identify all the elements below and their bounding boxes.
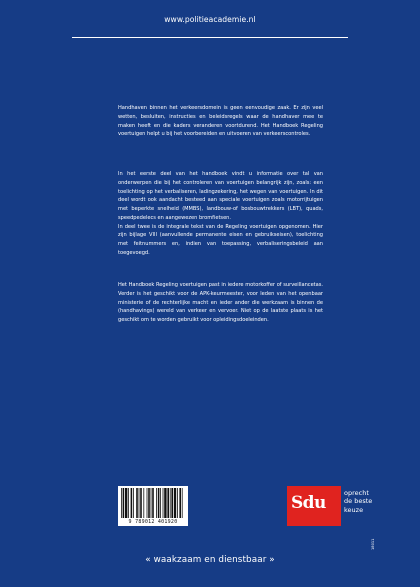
barcode-bars <box>121 488 185 518</box>
website-url: www.politieacademie.nl <box>164 15 256 24</box>
sdu-logo-text: Sdu <box>291 493 326 513</box>
header-divider <box>72 37 348 38</box>
sdu-tagline-line-1: oprecht <box>344 489 369 497</box>
product-code: 18011 <box>371 538 375 550</box>
isbn-barcode <box>118 486 188 526</box>
barcode-bar <box>164 488 166 518</box>
barcode-bar <box>156 488 157 518</box>
barcode-bar <box>133 488 134 518</box>
barcode-bar <box>147 488 148 518</box>
barcode-bar <box>167 488 169 518</box>
barcode-bar <box>152 488 154 518</box>
sdu-tagline-line-2: de beste <box>344 497 373 506</box>
barcode-bar <box>140 488 142 518</box>
barcode-bar <box>163 488 164 518</box>
barcode-bar <box>171 488 173 518</box>
barcode-bar <box>131 488 133 518</box>
barcode-bar <box>128 488 129 518</box>
blurb-paragraph-1: Handhaven binnen het verkeersdomein is geen eenvoudige zaak. Er zijn veel wetten, besluiten, instructies en beleidsregels waar de handhaver mee te maken heeft en die kaders veranderen voortdurend. Het Handboek Regeling voertuigen helpt u bij het voorbereiden en uitvoeren van verkeerscontroles. <box>118 105 323 138</box>
barcode-bar <box>179 488 181 518</box>
barcode-bar <box>121 488 122 518</box>
barcode-bar <box>139 488 140 518</box>
blurb-paragraph-4: Het Handboek Regeling voertuigen past in iedere motorkoffer of surveillancetas. Verder is het geschikt voor de APK-keurmeester, voor leden van het openbaar ministerie of de rechterlijke macht en ieder ander die werkzaam is binnen de (handhavings) wereld van verkeer en vervoer. Niet op de laatste plaats is het geschikt om te worden gebruikt voor opleidingsdoeleinden. <box>118 282 323 323</box>
barcode-bar <box>136 488 138 518</box>
barcode-bar <box>177 488 178 518</box>
barcode-bar <box>123 488 125 518</box>
barcode-bar <box>158 488 160 518</box>
barcode-bar <box>125 488 127 518</box>
sdu-logo <box>287 486 341 526</box>
barcode-bar <box>160 488 161 518</box>
motto: « waakzaam en dienstbaar » <box>145 555 275 565</box>
barcode-bar <box>174 488 176 518</box>
isbn-number: 9 789012 401920 <box>128 519 178 525</box>
barcode-bar <box>151 488 152 518</box>
barcode-bar <box>143 488 144 518</box>
sdu-tagline-line-3: keuze <box>344 505 364 514</box>
blurb-block-1 <box>118 104 323 139</box>
blurb-block-2 <box>118 170 323 258</box>
sdu-tagline <box>344 489 372 514</box>
blurb-paragraph-2: In het eerste deel van het handboek vindt u informatie over tal van onderwerpen die bij het controleren van voertuigen belangrijk zijn, zoals: een toelichting op het verbaliseren, ladingzekering, het wegen van voertuigen. In dit deel wordt ook aandacht besteed aan speciale voertuigen zoals motorrijtuigen met beperkte snelheid (MMBS), landbouw-of bosbouwtrekkers (LBT), quads, speedpedelecs en aangewezen bromfietsen. <box>118 171 323 221</box>
blurb-paragraph-3: In deel twee is de integrale tekst van de Regeling voertuigen opgenomen. Hier zijn bijlage VIII (aanvullende permanente eisen en gebruikseisen), toelichting met feitnummers en, indien van toepassing, verbaliseringsbeleid aan toegevoegd. <box>118 223 323 256</box>
barcode-bar <box>148 488 150 518</box>
barcode-bar <box>182 488 183 518</box>
barcode-bar <box>170 488 171 518</box>
blurb-block-3 <box>118 281 323 325</box>
